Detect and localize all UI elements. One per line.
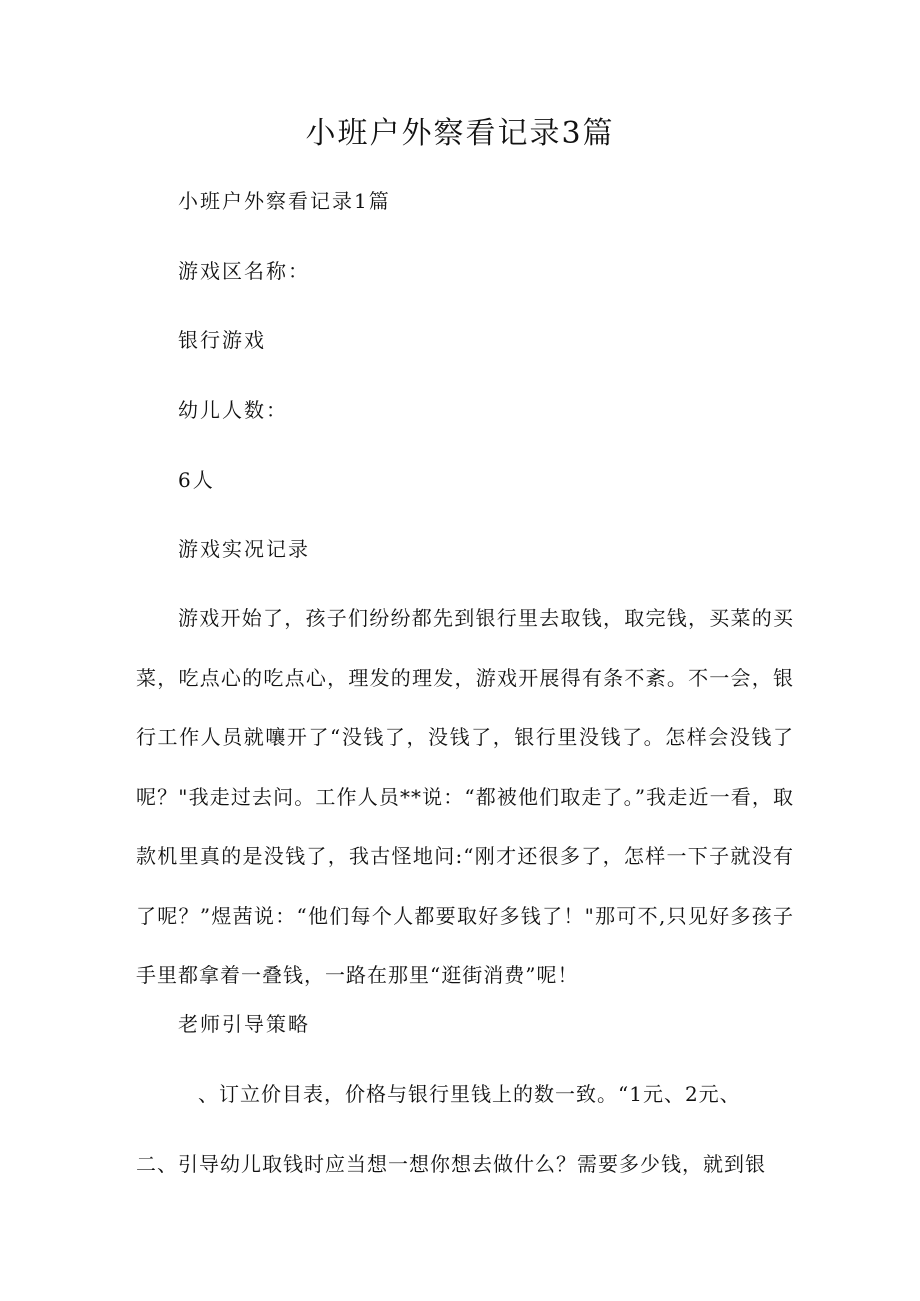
game-area-value: 银行游戏: [178, 328, 266, 352]
record-heading: 游戏实况记录: [178, 537, 310, 561]
record-body-paragraph: 游戏开始了，孩子们纷纷都先到银行里去取钱，取完钱，买菜的买菜，吃点心的吃点心，理发的理发，游戏开展得有条不紊。不一会，银行工作人员就嚷开了“没钱了，没钱了，银行里没钱了。怎样会没钱了呢？"我走过去问。工作人员**说：“都被他们取走了。”我走近一看，取款机里真的是没钱了，我古怪地问:“刚才还很多了，怎样一下子就没有了呢？”煜茜说：“他们每个人都要取好多钱了！"那可不,只见好多孩子手里都拿着一叠钱，一路在那里“逛街消费”呢！: [136, 606, 794, 987]
strategy-item-1: 、订立价目表，价格与银行里钱上的数一致。“1元、2元、: [198, 1082, 741, 1106]
strategy-item-2: 二、引导幼儿取钱时应当想一想你想去做什么？需要多少钱，就到银: [136, 1152, 766, 1176]
strategy-heading: 老师引导策略: [178, 1012, 310, 1036]
document-title: 小班户外察看记录3篇: [305, 116, 615, 151]
section-subtitle: 小班户外察看记录1篇: [178, 189, 391, 213]
game-area-label: 游戏区名称：: [178, 259, 310, 283]
child-count-label: 幼儿人数：: [178, 398, 288, 422]
child-count-value: 6人: [178, 468, 215, 492]
